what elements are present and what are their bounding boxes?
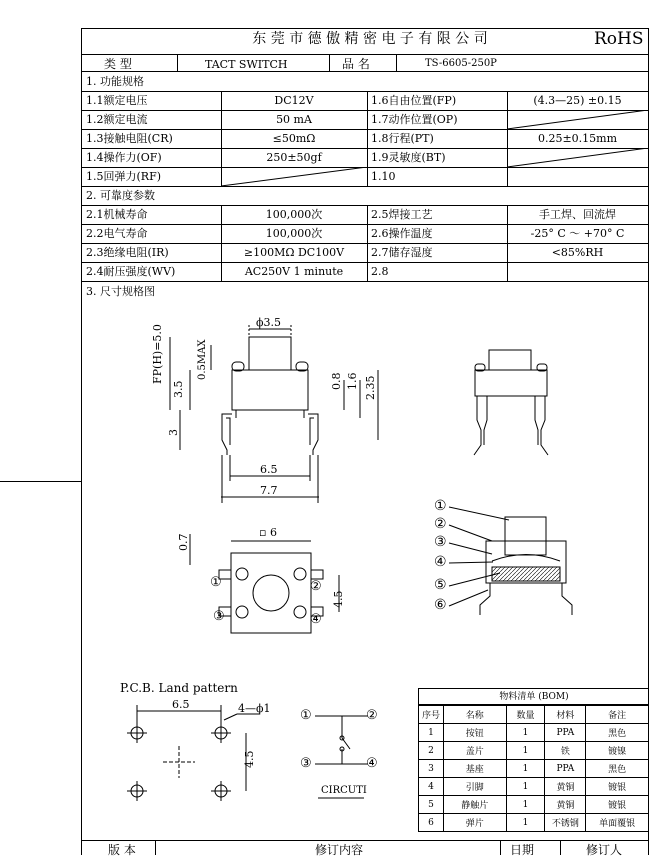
bom-cell: 黑色 xyxy=(586,760,649,778)
reliability-value: 手工焊、回流焊 xyxy=(539,208,616,221)
rule xyxy=(81,840,648,841)
spec-label: 1.8行程(PT) xyxy=(371,132,434,145)
dim-07: 0.7 xyxy=(177,533,190,551)
bom-cell: 镀镍 xyxy=(586,742,649,760)
footer-date: 日期 xyxy=(510,843,535,857)
spec-label: 1.6自由位置(FP) xyxy=(371,94,457,107)
bom-cell: 单面覆银 xyxy=(586,814,649,832)
bom-row xyxy=(419,814,649,832)
bom-header-cell: 序号 xyxy=(419,706,444,724)
bom-header-cell: 数量 xyxy=(506,706,545,724)
callout-5: ⑤ xyxy=(434,577,447,593)
spec-label: 1.5回弹力(RF) xyxy=(86,170,161,183)
reliability-value: <85%RH xyxy=(551,246,604,259)
spec-value: ≤50mΩ xyxy=(272,132,316,145)
footer-reviser: 修订人 xyxy=(586,843,623,857)
bom-cell: 镀银 xyxy=(586,796,649,814)
spec-label: 1.4操作力(OF) xyxy=(86,151,162,164)
dim-77: 7.7 xyxy=(260,484,278,497)
dim-phi: ϕ3.5 xyxy=(256,316,281,329)
bom-cell: 黄铜 xyxy=(545,796,586,814)
callout-6: ⑥ xyxy=(434,597,447,613)
dim-fp: FP(H)=5.0 xyxy=(151,324,164,384)
spec-value: 50 mA xyxy=(276,113,312,126)
bom-header-cell: 备注 xyxy=(586,706,649,724)
bom-cell: 1 xyxy=(506,778,545,796)
name-value: TS-6605-250P xyxy=(425,58,497,69)
reliability-label: 2.3绝缘电阻(IR) xyxy=(86,246,169,259)
bom-cell: 引脚 xyxy=(443,778,506,796)
bom-cell: 基座 xyxy=(443,760,506,778)
reliability-value: ≥100MΩ DC100V xyxy=(243,246,345,259)
dim-65: 6.5 xyxy=(260,463,278,476)
rule xyxy=(500,840,501,855)
bom-cell: 按钮 xyxy=(443,724,506,742)
reliability-label: 2.4耐压强度(WV) xyxy=(86,265,176,278)
reliability-label: 2.7储存湿度 xyxy=(371,246,433,259)
bom-cell: 1 xyxy=(506,814,545,832)
dim-05max: 0.5MAX xyxy=(197,339,208,380)
reliability-value: -25° C ～ +70° C xyxy=(530,227,625,240)
bom-cell: 1 xyxy=(506,724,545,742)
footer-version: 版 本 xyxy=(108,843,136,857)
bom-cell: PPA xyxy=(545,724,586,742)
spec-section-title: 1. 功能规格 xyxy=(86,75,144,88)
callout-2: ② xyxy=(434,516,447,532)
bom-row xyxy=(419,724,649,742)
circuit-pin-1: ① xyxy=(300,708,312,723)
pcb-dim-45: 4.5 xyxy=(243,750,256,768)
company-name: 东 莞 市 德 傲 精 密 电 子 有 限 公 司 xyxy=(252,31,488,47)
pin-label-1: ① xyxy=(210,575,222,590)
callout-1: ① xyxy=(434,498,447,514)
dim-16: 1.6 xyxy=(346,372,359,390)
bom-cell: 不锈钢 xyxy=(545,814,586,832)
bom-cell: 1 xyxy=(506,742,545,760)
spec-label: 1.1额定电压 xyxy=(86,94,148,107)
bom-cell: 黄铜 xyxy=(545,778,586,796)
rule xyxy=(155,840,156,855)
spec-label: 1.10 xyxy=(371,170,396,183)
bom-header-cell: 名称 xyxy=(443,706,506,724)
spec-label: 1.2额定电流 xyxy=(86,113,148,126)
dim-08: 0.8 xyxy=(330,372,343,390)
button-side xyxy=(249,337,291,370)
spec-label: 1.7动作位置(OP) xyxy=(371,113,458,126)
reliability-label: 2.1机械寿命 xyxy=(86,208,148,221)
bom-cell: 铁 xyxy=(545,742,586,760)
bom-cell: 1 xyxy=(419,724,444,742)
circuit-pin-2: ② xyxy=(366,708,378,723)
reliability-section-title: 2. 可靠度参数 xyxy=(86,189,155,202)
bom-row xyxy=(419,742,649,760)
spec-value: (4.3—25) ±0.15 xyxy=(533,94,622,107)
reliability-label: 2.5焊接工艺 xyxy=(371,208,433,221)
bom-cell: 静触片 xyxy=(443,796,506,814)
housing-side xyxy=(232,370,308,410)
dim-45: 4.5 xyxy=(332,590,345,608)
pcb-title: P.C.B. Land pattern xyxy=(120,681,238,695)
drawing-section-title: 3. 尺寸规格图 xyxy=(86,285,155,298)
spec-label: 1.9灵敏度(BT) xyxy=(371,151,446,164)
rohs-mark: RoHS xyxy=(594,29,644,49)
pcb-hole: 4—ϕ1 xyxy=(238,702,271,715)
empty-cell-slash xyxy=(221,167,367,186)
bom-cell: 2 xyxy=(419,742,444,760)
reliability-label: 2.2电气寿命 xyxy=(86,227,148,240)
callout-3: ③ xyxy=(434,534,447,550)
spec-label: 1.3接触电阻(CR) xyxy=(86,132,173,145)
bom-cell: 盖片 xyxy=(443,742,506,760)
bom-cell: PPA xyxy=(545,760,586,778)
bom-header-row xyxy=(419,706,649,724)
circuit-label: CIRCUTI xyxy=(321,785,367,796)
circuit-pin-3: ③ xyxy=(300,756,312,771)
type-label: 类 型 xyxy=(104,57,132,71)
footer-revision: 修订内容 xyxy=(315,843,364,857)
reliability-value: AC250V 1 minute xyxy=(244,265,344,278)
bom-cell: 3 xyxy=(419,760,444,778)
bom-cell: 6 xyxy=(419,814,444,832)
bom-cell: 1 xyxy=(506,760,545,778)
reliability-label: 2.6操作温度 xyxy=(371,227,433,240)
bom-title: 物料清单 (BOM) xyxy=(499,692,569,702)
bom-cell: 镀银 xyxy=(586,778,649,796)
bom-cell: 1 xyxy=(506,796,545,814)
circuit-pin-4: ④ xyxy=(366,756,378,771)
callout-4: ④ xyxy=(434,554,447,570)
bom-cell: 弹片 xyxy=(443,814,506,832)
dim-235: 2.35 xyxy=(364,375,377,400)
bom-row xyxy=(419,796,649,814)
bom-title-box xyxy=(418,688,648,705)
pin-label-2: ② xyxy=(310,579,322,594)
spec-value: 0.25±0.15mm xyxy=(537,132,618,145)
empty-cell-slash xyxy=(507,148,648,167)
pin-label-3: ③ xyxy=(213,609,225,624)
pin-label-4: ④ xyxy=(310,612,322,627)
spec-value: 250±50gf xyxy=(266,151,322,164)
dim-sq6: ▫ 6 xyxy=(259,526,277,539)
name-label: 品 名 xyxy=(342,57,370,71)
pcb-dim-65: 6.5 xyxy=(172,698,190,711)
dim-3: 3 xyxy=(167,429,180,436)
bom-row xyxy=(419,778,649,796)
dim-3-5: 3.5 xyxy=(172,380,185,398)
reliability-label: 2.8 xyxy=(371,265,389,278)
bom-cell: 5 xyxy=(419,796,444,814)
rule xyxy=(560,840,561,855)
bom-table xyxy=(418,705,649,832)
bom-row xyxy=(419,760,649,778)
reliability-value: 100,000次 xyxy=(265,208,323,221)
bom-cell: 黑色 xyxy=(586,724,649,742)
empty-cell-slash xyxy=(507,110,648,129)
reliability-value: 100,000次 xyxy=(265,227,323,240)
bom-header-cell: 材料 xyxy=(545,706,586,724)
spec-value: DC12V xyxy=(274,94,314,107)
type-value: TACT SWITCH xyxy=(205,58,288,71)
bom-cell: 4 xyxy=(419,778,444,796)
